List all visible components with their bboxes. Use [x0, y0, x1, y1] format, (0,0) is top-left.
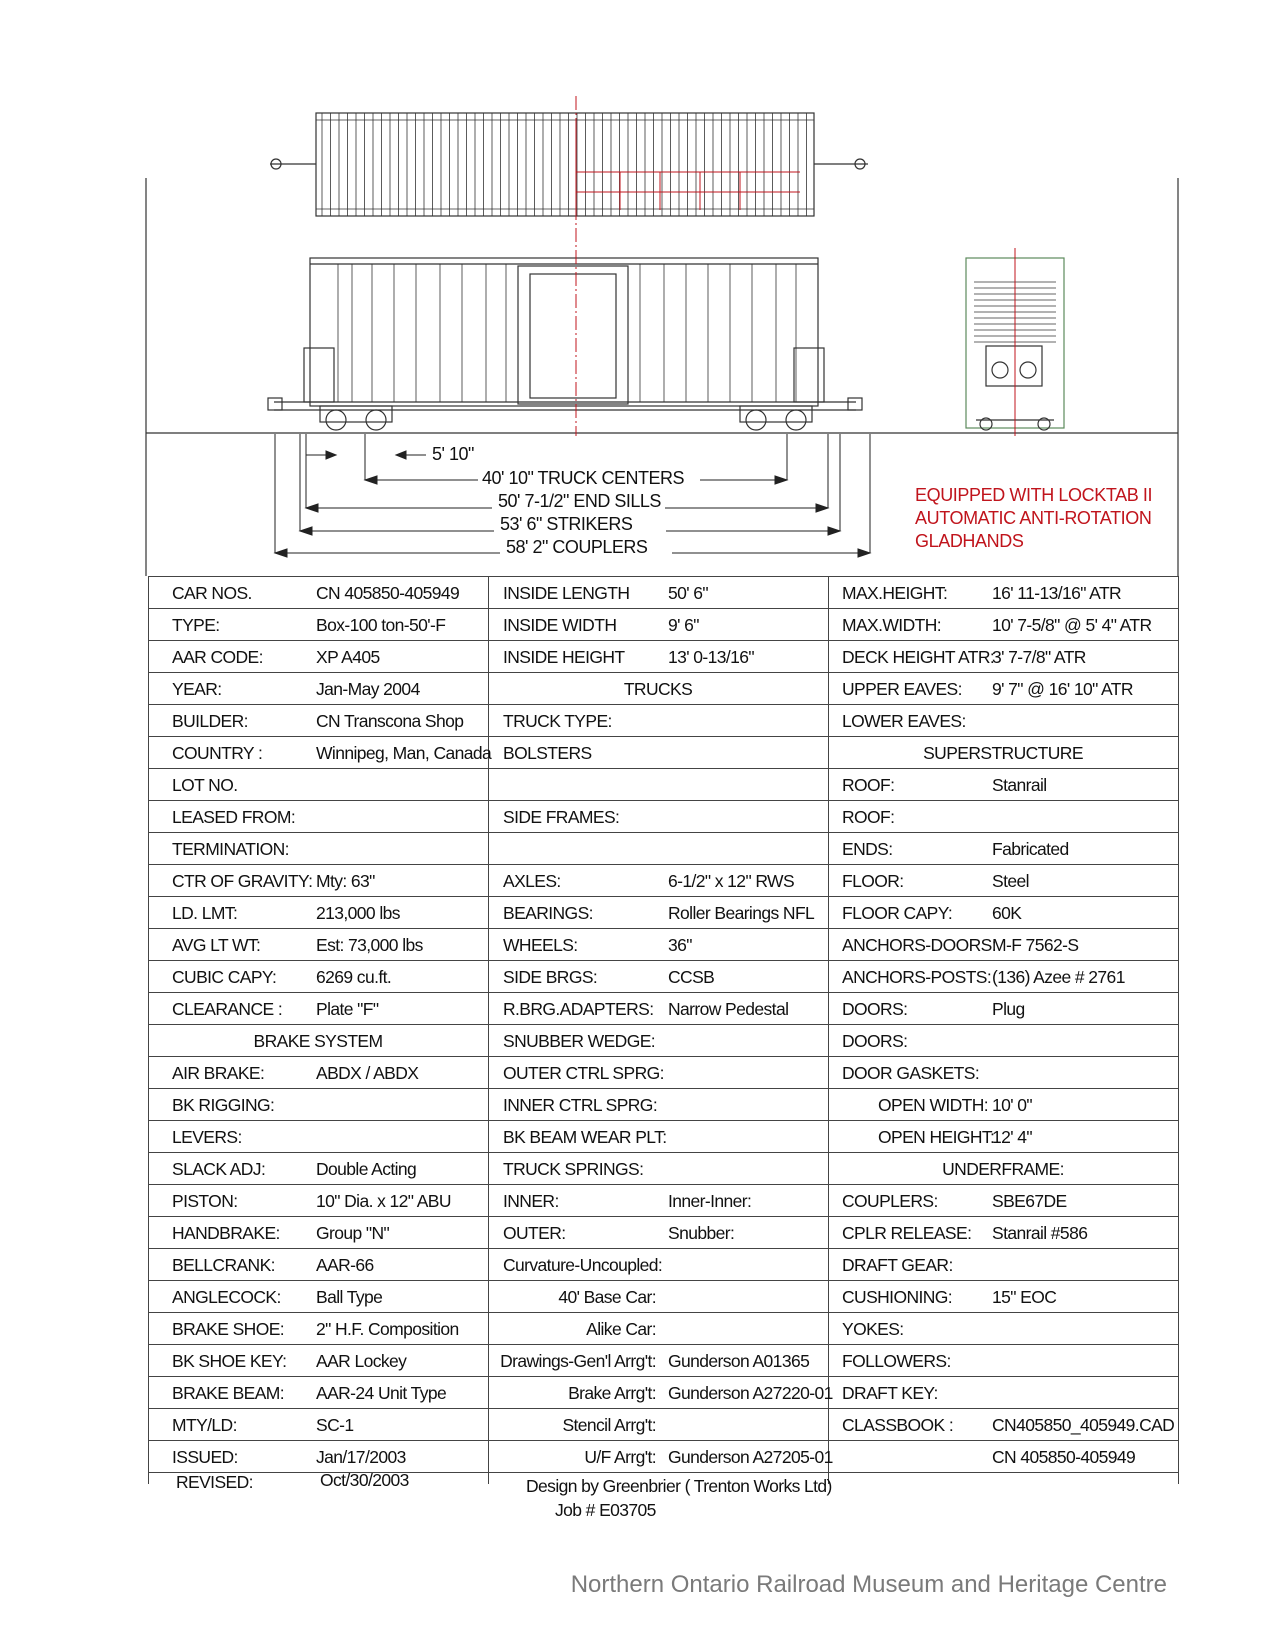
- spec-label: DOOR GASKETS:: [842, 1063, 980, 1083]
- spec-label: YEAR:: [172, 679, 222, 699]
- section-heading: [828, 736, 1178, 769]
- section-heading: [148, 1024, 488, 1057]
- spec-label: CAR NOS.: [172, 583, 252, 603]
- spec-row: [828, 576, 1178, 609]
- spec-row: [828, 1280, 1178, 1313]
- spec-label: Drawings-Gen'l Arrg't:: [500, 1351, 656, 1371]
- spec-value: Mty: 63": [316, 871, 375, 891]
- spec-value: 16' 11-13/16" ATR: [992, 583, 1122, 603]
- spec-value: Steel: [992, 871, 1029, 891]
- spec-value: CN Transcona Shop: [316, 711, 464, 731]
- end-view: [966, 248, 1064, 436]
- job-number: Job # E03705: [555, 1500, 656, 1520]
- spec-label: LD. LMT:: [172, 903, 238, 923]
- spec-row: [148, 576, 488, 609]
- section-heading-label: SUPERSTRUCTURE: [923, 743, 1083, 763]
- spec-label: INSIDE WIDTH: [503, 615, 617, 635]
- spec-row: [488, 960, 828, 993]
- spec-value: 3' 7-7/8" ATR: [992, 647, 1086, 667]
- spec-value: Plug: [992, 999, 1025, 1019]
- spec-label: INSIDE HEIGHT: [503, 647, 625, 667]
- spec-label: BRAKE BEAM:: [172, 1383, 285, 1403]
- spec-row: [488, 1024, 828, 1057]
- spec-label: WHEELS:: [503, 935, 578, 955]
- spec-value: CCSB: [668, 967, 715, 987]
- spec-value: 60K: [992, 903, 1022, 923]
- top-view: [270, 113, 868, 216]
- spec-value: SC-1: [316, 1415, 354, 1435]
- spec-row: [148, 1120, 488, 1153]
- spec-row: [828, 1024, 1178, 1057]
- spec-label: UPPER EAVES:: [842, 679, 962, 699]
- spec-row: [828, 1216, 1178, 1249]
- side-view: [268, 258, 862, 430]
- spec-row: [488, 832, 828, 865]
- spec-label: FLOOR:: [842, 871, 904, 891]
- spec-label: BELLCRANK:: [172, 1255, 275, 1275]
- spec-row: [148, 1248, 488, 1281]
- dim-strikers: 53' 6" STRIKERS: [496, 514, 636, 535]
- spec-row: [488, 1248, 828, 1281]
- spec-label: LEVERS:: [172, 1127, 242, 1147]
- spec-row: [488, 704, 828, 737]
- spec-value: 9' 7" @ 16' 10" ATR: [992, 679, 1133, 699]
- spec-row: [488, 736, 828, 769]
- spec-row: [828, 1440, 1178, 1473]
- spec-label: BUILDER:: [172, 711, 248, 731]
- spec-row: [148, 736, 492, 769]
- spec-row: [828, 1056, 1178, 1089]
- section-heading-label: BRAKE SYSTEM: [253, 1031, 383, 1051]
- spec-label: MAX.WIDTH:: [842, 615, 941, 635]
- spec-label: OUTER CTRL SPRG:: [503, 1063, 664, 1083]
- spec-label: OPEN WIDTH:: [878, 1095, 989, 1115]
- spec-row: [828, 864, 1178, 897]
- spec-value: 9' 6": [668, 615, 699, 635]
- dim-truck-centers: 40' 10" TRUCK CENTERS: [478, 468, 688, 489]
- spec-row: [148, 864, 488, 897]
- spec-label: ANGLECOCK:: [172, 1287, 281, 1307]
- revised-value: Oct/30/2003: [320, 1470, 409, 1490]
- spec-label: TRUCK SPRINGS:: [503, 1159, 644, 1179]
- spec-value: Winnipeg, Man, Canada: [316, 743, 492, 763]
- spec-value: AAR-24 Unit Type: [316, 1383, 447, 1403]
- locktab-notice: EQUIPPED WITH LOCKTAB II AUTOMATIC ANTI-ROTATION GLADHANDS: [915, 485, 1153, 551]
- spec-label: COUPLERS:: [842, 1191, 938, 1211]
- spec-label: ROOF:: [842, 775, 895, 795]
- dim-end-sills: 50' 7-1/2" END SILLS: [494, 491, 665, 512]
- spec-label: FLOOR CAPY:: [842, 903, 953, 923]
- spec-label: BK SHOE KEY:: [172, 1351, 287, 1371]
- spec-row: [148, 672, 488, 705]
- spec-row: [828, 1376, 1178, 1409]
- spec-label: COUNTRY :: [172, 743, 263, 763]
- spec-row: [148, 1344, 488, 1377]
- spec-row: [488, 896, 828, 929]
- spec-row: [148, 992, 488, 1025]
- spec-row: [488, 608, 828, 641]
- spec-value: 10' 0": [992, 1095, 1033, 1115]
- spec-row: [828, 992, 1178, 1025]
- spec-value: Stanrail #586: [992, 1223, 1088, 1243]
- spec-value: 6-1/2" x 12" RWS: [668, 871, 795, 891]
- spec-row: [148, 1408, 488, 1441]
- spec-row: [488, 768, 828, 801]
- spec-label: LOWER EAVES:: [842, 711, 966, 731]
- spec-row: [828, 832, 1178, 865]
- spec-label: U/F Arrg't:: [584, 1447, 656, 1467]
- spec-label: ENDS:: [842, 839, 893, 859]
- spec-row: [488, 640, 828, 673]
- spec-value: Plate "F": [316, 999, 379, 1019]
- spec-value: Double Acting: [316, 1159, 417, 1179]
- spec-row: [828, 640, 1178, 673]
- spec-row: [488, 1056, 828, 1089]
- spec-label: YOKES:: [842, 1319, 904, 1339]
- spec-label: BK RIGGING:: [172, 1095, 275, 1115]
- spec-value: Jan-May 2004: [316, 679, 420, 699]
- spec-row: [148, 832, 488, 865]
- spec-label: ANCHORS-POSTS:: [842, 967, 992, 987]
- spec-value: M-F 7562-S: [992, 935, 1079, 955]
- spec-value: 6269 cu.ft.: [316, 967, 392, 987]
- spec-row: [148, 1088, 488, 1121]
- spec-row: [148, 608, 488, 641]
- spec-value: 15" EOC: [992, 1287, 1057, 1307]
- spec-label: BK BEAM WEAR PLT:: [503, 1127, 667, 1147]
- spec-label: TYPE:: [172, 615, 220, 635]
- spec-label: ANCHORS-DOORS:: [842, 935, 996, 955]
- dim-couplers: 58' 2" COUPLERS: [502, 537, 651, 558]
- section-heading: [828, 1152, 1178, 1185]
- spec-row: [828, 672, 1178, 705]
- spec-value: AAR Lockey: [316, 1351, 407, 1371]
- spec-label: SLACK ADJ:: [172, 1159, 266, 1179]
- spec-label: INNER:: [503, 1191, 559, 1211]
- spec-value: CN 405850-405949: [992, 1447, 1136, 1467]
- revised-label: REVISED:: [176, 1472, 253, 1492]
- spec-label: Curvature-Uncoupled:: [503, 1255, 663, 1275]
- spec-value: 50' 6": [668, 583, 709, 603]
- spec-row: [148, 1152, 488, 1185]
- spec-value: Gunderson A27205-01: [668, 1447, 833, 1467]
- spec-label: SIDE BRGS:: [503, 967, 598, 987]
- spec-value: 2" H.F. Composition: [316, 1319, 459, 1339]
- design-by: Design by Greenbrier ( Trenton Works Ltd): [526, 1476, 832, 1496]
- spec-label: DRAFT GEAR:: [842, 1255, 953, 1275]
- spec-label: CLASSBOOK :: [842, 1415, 954, 1435]
- spec-row: [488, 992, 828, 1025]
- spec-label: AIR BRAKE:: [172, 1063, 265, 1083]
- spec-row: [828, 768, 1178, 801]
- spec-row: [488, 1088, 828, 1121]
- spec-row: [828, 1184, 1178, 1217]
- spec-row: [148, 1312, 488, 1345]
- spec-row: [148, 960, 488, 993]
- spec-row: [488, 1344, 828, 1377]
- spec-label: AXLES:: [503, 871, 561, 891]
- spec-row: [488, 1376, 833, 1409]
- spec-label: INSIDE LENGTH: [503, 583, 630, 603]
- spec-row: [488, 1312, 828, 1345]
- spec-label: FOLLOWERS:: [842, 1351, 951, 1371]
- spec-row: [488, 1280, 828, 1313]
- spec-row: [148, 1184, 488, 1217]
- spec-row: [488, 1120, 828, 1153]
- spec-label: ROOF:: [842, 807, 895, 827]
- spec-label: CUSHIONING:: [842, 1287, 953, 1307]
- spec-value: Fabricated: [992, 839, 1069, 859]
- spec-row: [828, 1088, 1178, 1121]
- spec-label: Alike Car:: [586, 1319, 656, 1339]
- spec-row: [148, 704, 488, 737]
- spec-row: [828, 608, 1178, 641]
- spec-value: Group "N": [316, 1223, 390, 1243]
- section-heading-label: UNDERFRAME:: [942, 1159, 1064, 1179]
- spec-label: SNUBBER WEDGE:: [503, 1031, 656, 1051]
- spec-label: DOORS:: [842, 999, 908, 1019]
- spec-label: MAX.HEIGHT:: [842, 583, 948, 603]
- spec-label: SIDE FRAMES:: [503, 807, 620, 827]
- spec-value: ABDX / ABDX: [316, 1063, 419, 1083]
- spec-row: [828, 704, 1178, 737]
- spec-value: Inner-Inner:: [668, 1191, 752, 1211]
- spec-label: MTY/LD:: [172, 1415, 237, 1435]
- spec-row: [148, 1056, 488, 1089]
- spec-row: [488, 864, 828, 897]
- spec-row: [148, 800, 488, 833]
- spec-value: Narrow Pedestal: [668, 999, 789, 1019]
- spec-value: CN405850_405949.CAD: [992, 1415, 1175, 1435]
- spec-value: Gunderson A01365: [668, 1351, 810, 1371]
- spec-value: Gunderson A27220-01: [668, 1383, 833, 1403]
- spec-label: LEASED FROM:: [172, 807, 296, 827]
- section-heading-label: TRUCKS: [623, 679, 693, 699]
- spec-label: LOT NO.: [172, 775, 238, 795]
- spec-value: 10" Dia. x 12" ABU: [316, 1191, 451, 1211]
- spec-row: [828, 896, 1178, 929]
- spec-row: [148, 1376, 488, 1409]
- spec-label: AAR CODE:: [172, 647, 263, 667]
- spec-row: [148, 768, 488, 801]
- spec-label: Brake Arrg't:: [568, 1383, 656, 1403]
- spec-row: [488, 1440, 833, 1473]
- spec-label: PISTON:: [172, 1191, 238, 1211]
- spec-label: TERMINATION:: [172, 839, 289, 859]
- spec-row: [488, 1216, 828, 1249]
- spec-row: [148, 928, 488, 961]
- spec-value: Ball Type: [316, 1287, 383, 1307]
- spec-row: [828, 1312, 1178, 1345]
- spec-label: ISSUED:: [172, 1447, 238, 1467]
- spec-value: 36": [668, 935, 692, 955]
- spec-value: 10' 7-5/8" @ 5' 4" ATR: [992, 615, 1152, 635]
- spec-label: OPEN HEIGHT:: [878, 1127, 995, 1147]
- spec-row: [828, 1120, 1178, 1153]
- spec-label: INNER CTRL SPRG:: [503, 1095, 658, 1115]
- section-heading: [488, 672, 828, 705]
- spec-label: CPLR RELEASE:: [842, 1223, 972, 1243]
- spec-value: Stanrail: [992, 775, 1047, 795]
- spec-label: DOORS:: [842, 1031, 908, 1051]
- spec-label: BOLSTERS: [503, 743, 592, 763]
- spec-label: OUTER:: [503, 1223, 566, 1243]
- spec-label: BEARINGS:: [503, 903, 593, 923]
- spec-label: BRAKE SHOE:: [172, 1319, 285, 1339]
- spec-label: TRUCK TYPE:: [503, 711, 612, 731]
- spec-label: CUBIC CAPY:: [172, 967, 277, 987]
- spec-label: R.BRG.ADAPTERS:: [503, 999, 654, 1019]
- spec-row: [828, 1248, 1178, 1281]
- spec-row: [828, 1344, 1178, 1377]
- spec-row: [488, 1408, 828, 1441]
- spec-row: [828, 928, 1178, 961]
- spec-value: Box-100 ton-50'-F: [316, 615, 446, 635]
- spec-value: XP A405: [316, 647, 380, 667]
- spec-row: [828, 1408, 1178, 1441]
- spec-row: [488, 928, 828, 961]
- spec-label: AVG LT WT:: [172, 935, 261, 955]
- spec-label: 40' Base Car:: [558, 1287, 656, 1307]
- museum-credit: Northern Ontario Railroad Museum and Heritage Centre: [570, 1571, 1167, 1598]
- spec-row: [488, 576, 828, 609]
- spec-row: [148, 1440, 488, 1473]
- spec-row: [148, 896, 488, 929]
- spec-value: Roller Bearings NFL: [668, 903, 815, 923]
- spec-label: CTR OF GRAVITY:: [172, 871, 313, 891]
- spec-label: HANDBRAKE:: [172, 1223, 280, 1243]
- spec-value: 12' 4": [992, 1127, 1033, 1147]
- spec-row: [148, 1280, 488, 1313]
- dim-5ft10: 5' 10": [428, 444, 478, 465]
- spec-label: DECK HEIGHT ATR:: [842, 647, 995, 667]
- spec-value: Jan/17/2003: [316, 1447, 406, 1467]
- spec-label: CLEARANCE :: [172, 999, 283, 1019]
- spec-label: Stencil Arrg't:: [562, 1415, 656, 1435]
- spec-label: DRAFT KEY:: [842, 1383, 938, 1403]
- spec-row: [488, 800, 828, 833]
- spec-value: SBE67DE: [992, 1191, 1067, 1211]
- spec-row: [828, 800, 1178, 833]
- spec-value: CN 405850-405949: [316, 583, 460, 603]
- spec-row: [488, 1184, 828, 1217]
- spec-row: [148, 640, 488, 673]
- spec-value: 213,000 lbs: [316, 903, 400, 923]
- spec-row: [148, 1216, 488, 1249]
- spec-row: [828, 960, 1178, 993]
- spec-row: [488, 1152, 828, 1185]
- spec-value: AAR-66: [316, 1255, 374, 1275]
- spec-value: Snubber:: [668, 1223, 735, 1243]
- spec-value: Est: 73,000 lbs: [316, 935, 423, 955]
- spec-value: (136) Azee # 2761: [992, 967, 1125, 987]
- spec-value: 13' 0-13/16": [668, 647, 755, 667]
